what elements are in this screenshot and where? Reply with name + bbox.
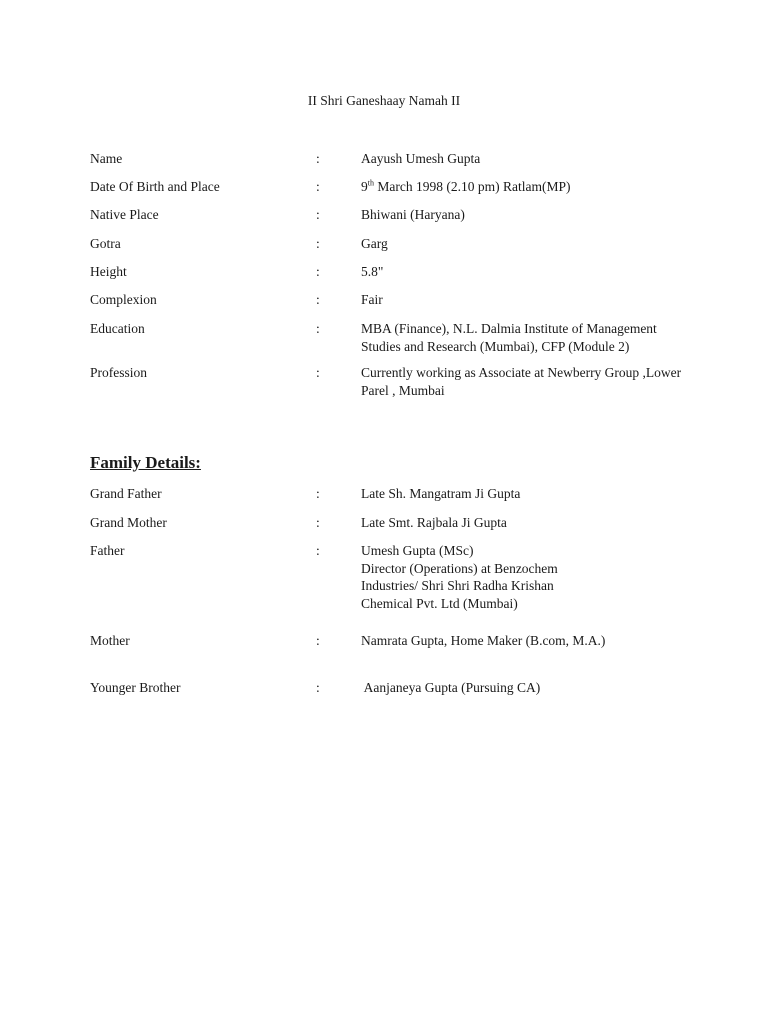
value-line: Currently working as Associate at Newberry Group ,Lower	[361, 365, 682, 380]
value-line: MBA (Finance), N.L. Dalmia Institute of Management	[361, 321, 657, 336]
value-line: Fair	[361, 292, 383, 307]
row-colon: :	[316, 515, 320, 530]
row-value	[361, 178, 721, 196]
row-colon: :	[316, 680, 320, 695]
row-label: Native Place	[90, 207, 159, 222]
row-label: Profession	[90, 365, 147, 380]
row-colon: :	[316, 543, 320, 558]
value-line: Director (Operations) at Benzochem	[361, 560, 558, 576]
row-value	[361, 485, 721, 503]
value-line: Parel , Mumbai	[361, 382, 445, 398]
family-details-heading: Family Details:	[90, 453, 201, 472]
row-colon: :	[316, 236, 320, 251]
value-line: Late Smt. Rajbala Ji Gupta	[361, 515, 507, 530]
dob-day: 9	[361, 179, 368, 194]
value-line: Garg	[361, 236, 388, 251]
row-colon: :	[316, 151, 320, 166]
value-line: Chemical Pvt. Ltd (Mumbai)	[361, 595, 518, 611]
row-colon: :	[316, 321, 320, 336]
row-value	[361, 263, 721, 281]
row-colon: :	[316, 264, 320, 279]
row-colon: :	[316, 633, 320, 648]
row-value	[361, 235, 721, 253]
value-line: Late Sh. Mangatram Ji Gupta	[361, 486, 521, 501]
value-line: Aayush Umesh Gupta	[361, 151, 481, 166]
row-label: Height	[90, 264, 127, 279]
row-label: Father	[90, 543, 125, 558]
row-value	[361, 542, 721, 612]
row-value	[361, 679, 721, 697]
row-colon: :	[316, 292, 320, 307]
row-value	[361, 320, 721, 355]
dob-rest: March 1998 (2.10 pm) Ratlam(MP)	[373, 179, 571, 194]
value-line: Umesh Gupta (MSc)	[361, 543, 474, 558]
row-value	[361, 150, 721, 168]
row-label: Complexion	[90, 292, 157, 307]
row-label: Grand Mother	[90, 515, 167, 530]
value-line: Bhiwani (Haryana)	[361, 207, 465, 222]
row-colon: :	[316, 486, 320, 501]
dob-suffix: th	[367, 178, 374, 188]
row-label: Mother	[90, 633, 130, 648]
page-header: II Shri Ganeshaay Namah II	[307, 93, 461, 108]
row-label: Grand Father	[90, 486, 162, 501]
value-line: Namrata Gupta, Home Maker (B.com, M.A.)	[361, 633, 606, 648]
row-label: Education	[90, 321, 145, 336]
row-colon: :	[316, 207, 320, 222]
row-label: Gotra	[90, 236, 121, 251]
value-line: Industries/ Shri Shri Radha Krishan	[361, 578, 554, 593]
value-line: 5.8"	[361, 264, 384, 279]
row-colon: :	[316, 179, 320, 194]
value-line: Studies and Research (Mumbai), CFP (Module 2)	[361, 338, 630, 354]
row-value	[361, 364, 721, 399]
row-value	[361, 514, 721, 532]
row-value	[361, 291, 721, 309]
row-label: Name	[90, 151, 123, 166]
row-label: Date Of Birth and Place	[90, 179, 220, 194]
value-line	[361, 178, 721, 196]
value-line: Aanjaneya Gupta (Pursuing CA)	[361, 680, 541, 695]
row-label: Younger Brother	[90, 680, 181, 695]
row-colon: :	[316, 365, 320, 380]
row-value	[361, 632, 721, 650]
row-value	[361, 206, 721, 224]
